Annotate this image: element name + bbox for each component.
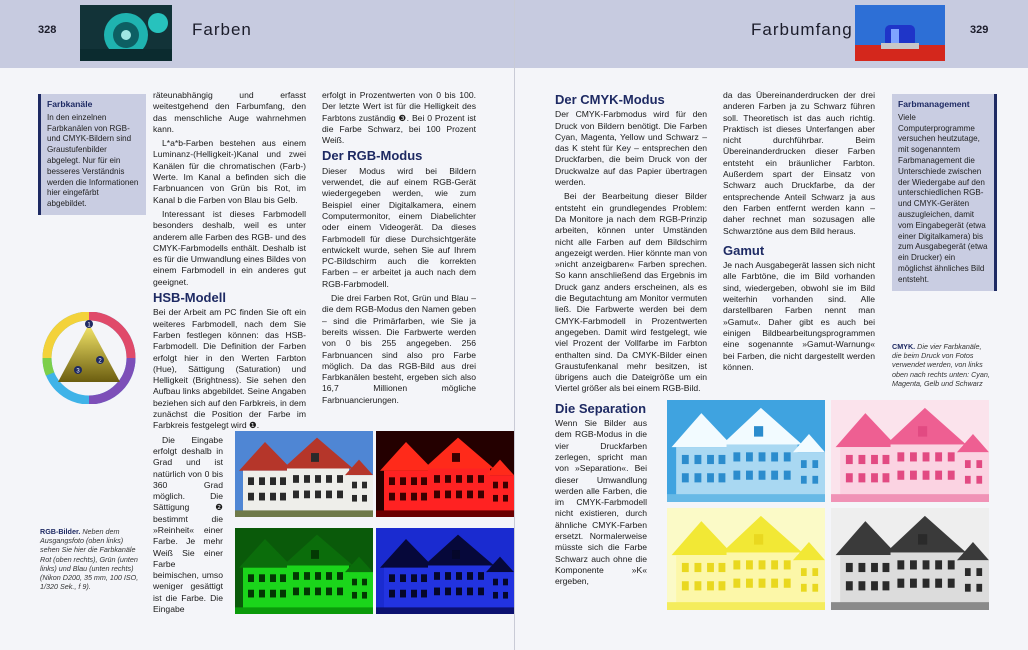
sidebox-text: In den einzelnen Farbkanälen von RGB- und CMYK-Bildern sind Graustufenbilder abgelegt. Nur für ein besseres Verständnis werden die Informationen hier eingefärbt abgebildet. [47,112,139,209]
page-number-right: 329 [970,24,989,36]
photo-yellow-channel [667,508,825,610]
header-thumbnail-blue-light [855,5,945,61]
cmyk-caption [892,342,992,388]
rgb-images-caption [40,527,140,591]
sidebox-text: Viele Computerprogramme versuchen heutzutage, mit sogenanntem Farbmanagement die Unterschiede zwischen der Wiedergabe auf den unterschiedlichen RGB- und CMYK-Geräten auszugleichen, damit vom Eingabegerät (etwa einer Digitalkamera) bis zum Ausgabegerät (etwa ein Drucker) ein möglichst ähnliches Bild entsteht. [898,112,988,284]
hsb-heading: HSB-Modell [153,290,226,306]
photo-red-channel [376,431,514,517]
caption-label: RGB-Bilder. [40,527,81,536]
photo-green-channel [235,528,373,614]
body-paragraph: Interessant ist dieses Farbmodell besonders deshalb, weil es unter anderem alle Farben des RGB- und des CMYK-Farbmodells enthält. Deshalb ist es für die Umwandlung eines Bildes von einem Farbmodell in ein anderes gut geeignet. [153,208,306,287]
cmyk-heading: Der CMYK-Modus [555,92,665,107]
body-paragraph: Die drei Farben Rot, Grün und Blau – die dem RGB-Modus den Namen geben – sind die Primärfarben, wie Sie ja bereits wissen. Die Farbwerte werden von 0 bis 255 angegeben. 256 Farbnuancen sind also pro Farbe möglich. Da das RGB-Bild aus drei Farbkanälen besteht, ergeben sich also 16,7 Millionen mögliche Farbnuancierungen. [322,293,476,405]
sidebox-title: Farbmanagement [898,99,970,109]
body-paragraph: Der CMYK-Farbmodus wird für den Druck von Bildern benötigt. Die Farben Cyan, Magenta, Yellow und Schwarz – das K steht für Key – entsprechen den Druckfarben, die beim Druck von der Druckwalze auf das Papier übertragen werden. [555,109,707,188]
caption-text: Die vier Farbkanäle, die beim Druck von Fotos verwendet werden, von links oben nach rechts unten: Cyan, Magenta, Gelb und Schwarz [892,342,990,388]
body-paragraph: erfolgt in Prozentwerten von 0 bis 100. Der letzte Wert ist für die Helligkeit des Farbtons zuständig ❸. Bei 0 Prozent ist die Farbe Schwarz, bei 100 Prozent Weiß. [322,90,476,146]
body-paragraph: Die Eingabe erfolgt deshalb in Grad und ist natürlich von 0 bis 360 Grad möglich. Die Sättigung ❷ bestimmt die »Reinheit« einer Farbe. Je mehr Weiß Sie einer Farbe beimischen, umso weniger gesättigt ist die Farbe. Die Eingabe [153,434,223,615]
right-page [515,0,1028,650]
body-paragraph: Bei der Bearbeitung dieser Bilder entsteht ein grundlegendes Problem: Da Monitore ja nach dem RGB-Prinzip arbeiten, können unter Umständen nicht alle Farben auf dem Bildschirm angezeigt werden. Hier könnte man von »nicht anzeigbaren« Farben sprechen. So kann anschließend das Ergebnis im Druck ganz anders erscheinen, als es die Begutachtung am Monitor vermuten ließ. Die Farbwerte werden bei dem CMYK-Farbmodell in Prozentwerten angegeben. Damit wird festgelegt, wie viel Prozent der Vollfarbe im Farbton enthalten sind. Da CMYK-Bilder einen Graustufenkanal mehr besitzen, ist übrigens auch die Dateigröße um ein Viertel größer als bei einem RGB-Bild. [555,191,707,394]
body-paragraph: da das Übereinanderdrucken der drei anderen Farben ja zu Schwarz führen soll. Theoretisch ist das auch richtig. Praktisch ist dieses Unterfangen aber nicht durchführbar. Beim Übereinanderdrucken dieser Farben entsteht ein bräunlicher Farbton. Außerdem spart der Einsatz von Schwarz auch Druckfarbe, da der entsprechende Anteil Schwarz ja aus den Farben entfernt werden kann – daher rechnet man sozusagen alle Schwarztöne aus dem Bild heraus. [723,90,875,236]
photo-blue-channel [376,528,514,614]
wheel-marker-3: 3 [76,368,80,375]
page-number-left: 328 [38,24,57,36]
left-header [0,0,514,68]
separation-heading: Die Separation [555,400,647,416]
body-paragraph: räteunabhängig und erfasst weitestgehend den Farbumfang, den das menschliche Auge wahrnehmen kann. [153,90,306,134]
photo-magenta-channel [831,400,989,502]
photo-cyan-channel [667,400,825,502]
farbkanaele-sidebox [38,94,146,215]
header-thumbnail-teal-machine [80,5,172,61]
wheel-marker-2: 2 [98,358,102,365]
gamut-heading: Gamut [723,242,765,258]
body-paragraph: Wenn Sie Bilder aus dem RGB-Modus in die vier Druckfarben zerlegen, spricht man von »Separation«. Bei dieser Umwandlung werden alle Farben, die im CMYK-Farbmodell nicht existieren, durch ähnliche CMYK-Farben ersetzt. Normalerweise müsste sich die Farbe Schwarz auch ohne die Komponente »K« ergeben, [555,418,647,587]
hsb-color-wheel-diagram [40,312,138,404]
caption-text: Neben dem Ausgangsfoto (oben links) sehen Sie hier die Farbkanäle Rot (oben rechts), Grün (unten links) und Blau (unten rechts) (Nikon D200, 35 mm, 100 ISO, 1/320 Sek., f 9). [40,527,139,592]
body-paragraph: Bei der Arbeit am PC finden Sie oft ein weiteres Farbmodell, nach dem Sie Farben festlegen können: das HSB-Farbmodell. Die Definition der Farben erfolgt hier in den Werten Farbton (Hue), Sättigung (Saturation) und Helligkeit (Brightness). Sie sehen den Aufbau links abgebildet. Seine Angaben beziehen sich auf den Farbkreis, in dem zunächst die Position der Farbe im Farbkreis festgelegt wird ❶. [153,307,306,431]
right-column-2 [723,90,875,376]
caption-label: CMYK. [892,342,916,351]
body-paragraph: Dieser Modus wird bei Bildern verwendet, die auf einem RGB-Gerät wiedergegeben werden, wie zum Beispiel einer Digitalkamera, einem Computermonitor, einem Diabelichter oder einem Videogerät. Da dieses Farbmodell für diese Durchsichtgeräte entwickelt wurde, sehen Sie auf Ihrem PC-Bildschirm auch die korrekten Farben – er arbeitet ja auch nach dem RGB-Farbmodell. [322,165,476,289]
wheel-marker-1: 1 [87,322,91,329]
left-column-2 [322,90,476,409]
left-header-title: Farben [192,20,252,39]
sidebox-title: Farbkanäle [47,99,93,109]
body-paragraph: Je nach Ausgabegerät lassen sich nicht alle Farbtöne, die im Bild vorhanden sind, wiedergeben, obwohl sie im Bild weiterhin vorhanden sind. Alle darstellbaren Farben nennt man »Gamut«. Daher gibt es auch bei einigen Bildbearbeitungsprogrammen eine sogenannte »Gamut-Warnung« bei Farben, die nicht dargestellt werden können. [723,260,875,372]
farbmanagement-sidebox [892,94,997,291]
body-paragraph: L*a*b-Farben bestehen aus einem Luminanz-(Helligkeit-)Kanal und zwei Kanälen für die chromatischen (Farb-) Werte. Im Kanal a befinden sich die Farbnuancen von Grün bis Rot, im Kanal b die Farben von Blau bis Gelb. [153,138,306,205]
photo-original [235,431,373,517]
right-header-title: Farbumfang [751,20,853,39]
rgb-heading: Der RGB-Modus [322,148,423,164]
photo-black-channel [831,508,989,610]
